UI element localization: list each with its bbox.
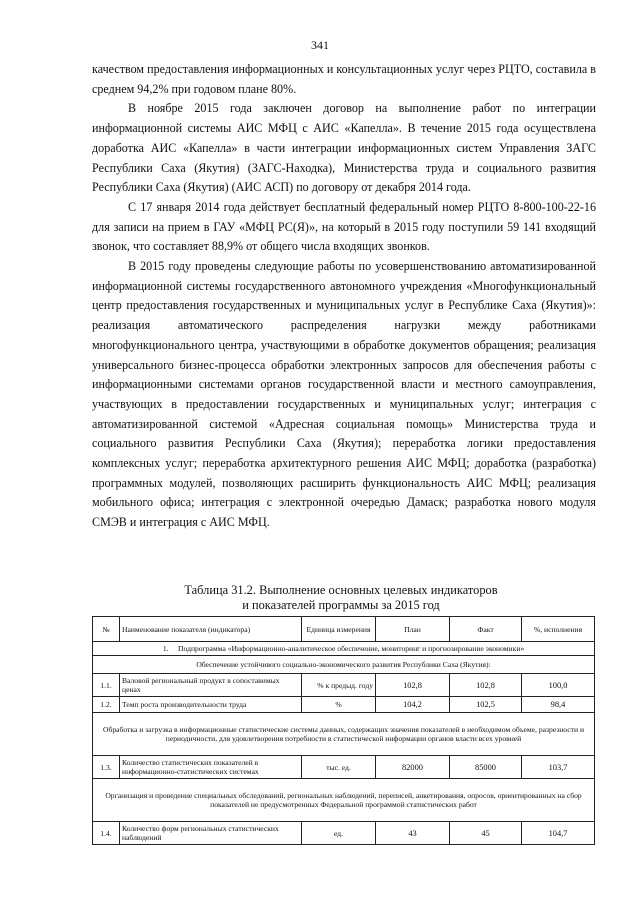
section-title: Обеспечение устойчивого социально-экономического развития Республики Саха (Якутия): — [93, 656, 595, 674]
header-fact: Факт — [450, 617, 522, 642]
section-title: Обработка и загрузка в информационные статистические системы данных, содержащих значения показателей в необходимом объеме, разрезности и периодичности, для удовлетворения потребности в статистической информации органов власти всех уровней — [93, 713, 595, 756]
section-title: Организация и проведение специальных обследований, региональных наблюдений, переписей, анкетирования, опросов, ориентированных на сбор показателей не предусмотренных Федеральной программой статистических работ — [93, 779, 595, 822]
table-row — [93, 822, 595, 845]
row-name: Темп роста производительности труда — [120, 697, 302, 713]
table-row — [93, 756, 595, 779]
table-caption-line: и показателей программы за 2015 год — [242, 598, 440, 612]
row-fact: 45 — [450, 822, 522, 845]
row-unit: тыс. ед. — [302, 756, 376, 779]
row-plan: 102,8 — [376, 674, 450, 697]
header-percent: %, исполнения — [522, 617, 595, 642]
row-name: Количество форм региональных статистических наблюдений — [120, 822, 302, 845]
header-unit: Единица измерения — [302, 617, 376, 642]
row-percent: 103,7 — [522, 756, 595, 779]
row-num: 1.2. — [93, 697, 120, 713]
row-name: Количество статистических показателей в информационно-статистических системах — [120, 756, 302, 779]
page-number: 341 — [311, 38, 329, 52]
row-name: Валовой региональный продукт в сопоставимых ценах — [120, 674, 302, 697]
body-text — [92, 60, 596, 533]
row-fact: 102,8 — [450, 674, 522, 697]
header-num: № — [93, 617, 120, 642]
section-row — [93, 656, 595, 674]
row-percent: 98,4 — [522, 697, 595, 713]
subprogram-row — [93, 642, 595, 656]
section-row — [93, 713, 595, 756]
row-num: 1.3. — [93, 756, 120, 779]
indicators-table — [92, 616, 595, 845]
row-unit: % — [302, 697, 376, 713]
table-caption — [0, 583, 640, 613]
paragraph: качеством предоставления информационных и консультационных услуг через РЦТО, составила в среднем 94,2% при годовом плане 80%. — [92, 62, 596, 96]
row-percent: 100,0 — [522, 674, 595, 697]
row-plan: 43 — [376, 822, 450, 845]
header-plan: План — [376, 617, 450, 642]
paragraph: В 2015 году проведены следующие работы по усовершенствованию автоматизированной информационной системы государственного автономного учреждения «Многофункциональный центр предоставления государственных и муниципальных услуг в Республике Саха (Якутия)»: реализация автоматического распределения нагрузки между работниками многофункционального центра, участвующими в обработке документов обращения; реализация универсального бизнес-процесса обработки электронных запросов для обеспечения работы с информационными системами органов государственной власти и местного самоуправления, участвующих в предоставлении государственных и муниципальных услуг; интеграция с автоматизированной системой «Адресная социальная помощь» Министерства труда и социального развития Республики Саха (Якутия); переработка логики предоставления комплексных услуг; переработка архитектурного решения АИС МФЦ; доработка (разработка) программных модулей, позволяющих расширить функциональность АИС МФЦ; реализация мобильного офиса; интеграция с электронной очередью Дамаск; разработка нового модуля СМЭВ и интеграция с АИС МФЦ. — [92, 259, 596, 530]
paragraph: В ноябре 2015 года заключен договор на выполнение работ по интеграции информационной системы АИС МФЦ с АИС «Капелла». В течение 2015 года осуществлена доработка АИС «Капелла» в части интеграции информационных систем Управления ЗАГС Республики Саха (Якутия) (ЗАГС-Находка), Министерства труда и социального развития Республики Саха (Якутия) (АИС АСП) по договору от декабря 2014 года. — [92, 101, 596, 195]
subprogram-number: 1. — [162, 644, 169, 653]
row-plan: 104,2 — [376, 697, 450, 713]
subprogram-title: Подпрограмма «Информационно-аналитическое обеспечение, мониторинг и прогнозирование экономики» — [178, 644, 525, 653]
row-unit: ед. — [302, 822, 376, 845]
table-header-row — [93, 617, 595, 642]
row-fact: 102,5 — [450, 697, 522, 713]
row-num: 1.4. — [93, 822, 120, 845]
row-percent: 104,7 — [522, 822, 595, 845]
table-row — [93, 674, 595, 697]
header-name: Наименование показателя (индикатора) — [120, 617, 302, 642]
table-row — [93, 697, 595, 713]
row-fact: 85000 — [450, 756, 522, 779]
subprogram-cell — [93, 642, 595, 656]
row-plan: 82000 — [376, 756, 450, 779]
row-num: 1.1. — [93, 674, 120, 697]
table-caption-line: Таблица 31.2. Выполнение основных целевых индикаторов — [184, 583, 498, 597]
row-unit: % к предыд. году — [302, 674, 376, 697]
section-row — [93, 779, 595, 822]
paragraph: С 17 января 2014 года действует бесплатный федеральный номер РЦТО 8-800-100-22-16 для записи на прием в ГАУ «МФЦ РС(Я)», на который в 2015 году поступили 59 141 входящий звонок, что составляет 88,9% от общего числа входящих звонков. — [92, 199, 596, 254]
